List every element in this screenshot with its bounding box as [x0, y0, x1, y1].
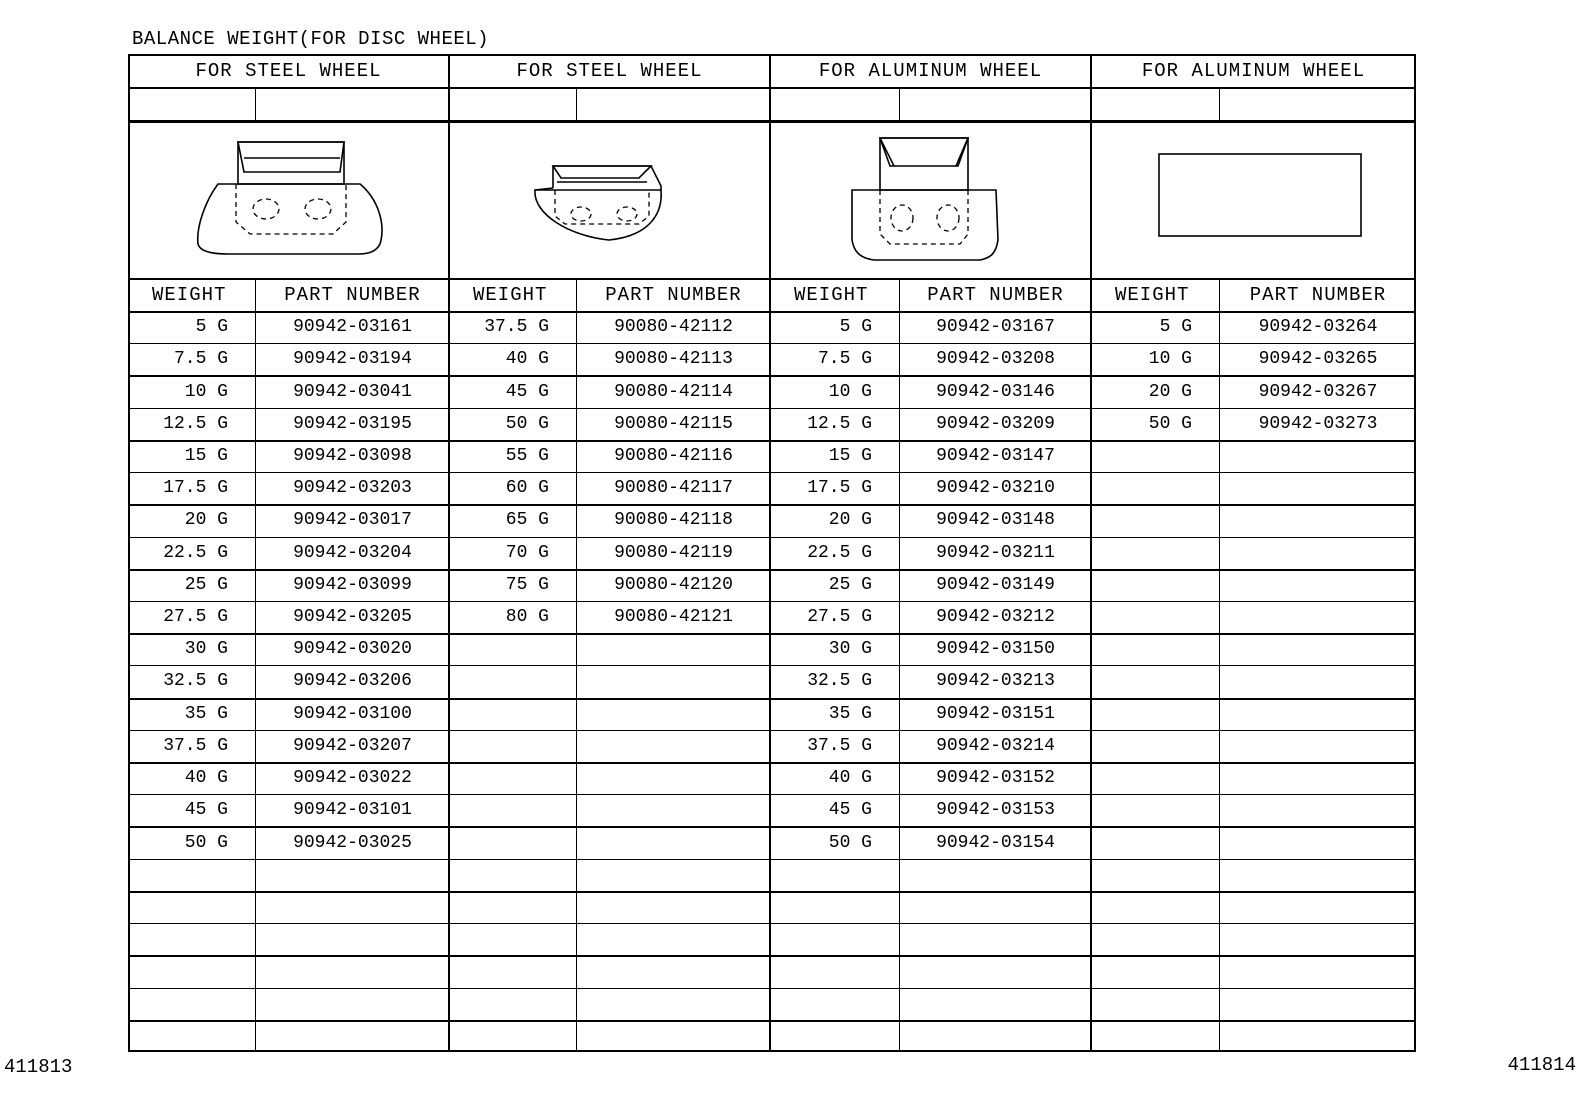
weight-cell: 80 G: [505, 607, 549, 628]
part-number-cell: 90942-03098: [293, 445, 412, 466]
weight-cell: 45 G: [184, 800, 228, 821]
part-number-cell: 90942-03273: [1258, 413, 1378, 434]
empty-row-divider: [1219, 87, 1220, 120]
part-number-cell: 90080-42121: [614, 607, 733, 628]
part-number-cell: 90942-03214: [936, 735, 1055, 756]
part-number-cell: 90942-03151: [936, 703, 1055, 724]
figure-number-left: 411813: [4, 1056, 73, 1078]
weight-cell: 55 G: [505, 445, 549, 466]
part-number-cell: 90942-03147: [936, 445, 1055, 466]
adhesive-weight-icon: [1091, 120, 1416, 278]
part-number-cell: 90942-03167: [936, 317, 1055, 338]
document-title: BALANCE WEIGHT(FOR DISC WHEEL): [132, 28, 490, 50]
weight-cell: 7.5 G: [173, 349, 228, 370]
weight-cell: 50 G: [505, 413, 549, 434]
weight-cell: 5 G: [839, 317, 872, 338]
figure-number-right: 411814: [1507, 1054, 1576, 1076]
row-rule: [128, 955, 1416, 957]
weight-cell: 50 G: [828, 832, 872, 853]
part-number-cell: 90942-03207: [293, 735, 412, 756]
part-number-column-header: PART NUMBER: [605, 283, 742, 306]
part-number-cell: 90942-03195: [293, 413, 412, 434]
part-number-cell: 90942-03212: [936, 607, 1055, 628]
steel-clip-weight-icon: [128, 120, 449, 278]
part-number-cell: 90942-03206: [293, 671, 412, 692]
row-rule: [128, 1020, 1416, 1022]
weight-cell: 32.5 G: [163, 671, 228, 692]
weight-cell: 30 G: [828, 639, 872, 660]
row-rule: [128, 988, 1416, 989]
part-number-column-header: PART NUMBER: [284, 283, 421, 306]
part-number-cell: 90942-03099: [293, 574, 412, 595]
weight-cell: 17.5 G: [163, 478, 228, 499]
header-rule: [128, 87, 1416, 89]
part-number-cell: 90942-03203: [293, 478, 412, 499]
part-number-cell: 90942-03265: [1258, 349, 1378, 370]
weight-cell: 37.5 G: [807, 735, 872, 756]
weight-column-header: WEIGHT: [152, 283, 227, 306]
weight-cell: 12.5 G: [163, 413, 228, 434]
weight-cell: 5 G: [1159, 317, 1192, 338]
part-number-cell: 90942-03208: [936, 349, 1055, 370]
part-number-cell: 90942-03194: [293, 349, 412, 370]
part-number-cell: 90942-03101: [293, 800, 412, 821]
weight-cell: 15 G: [184, 445, 228, 466]
part-number-cell: 90942-03153: [936, 800, 1055, 821]
row-rule: [128, 923, 1416, 924]
weight-cell: 35 G: [828, 703, 872, 724]
empty-row-divider: [899, 87, 900, 120]
part-number-cell: 90080-42115: [614, 413, 733, 434]
weight-cell: 5 G: [195, 317, 228, 338]
part-number-cell: 90942-03211: [936, 542, 1055, 563]
weight-cell: 37.5 G: [484, 317, 549, 338]
weight-cell: 20 G: [184, 510, 228, 531]
part-number-cell: 90942-03150: [936, 639, 1055, 660]
group-heading: FOR ALUMINUM WHEEL: [1141, 59, 1366, 82]
part-number-cell: 90942-03146: [936, 381, 1055, 402]
part-number-column-header: PART NUMBER: [927, 283, 1064, 306]
part-number-cell: 90942-03022: [293, 768, 412, 789]
weight-cell: 27.5 G: [807, 607, 872, 628]
part-number-cell: 90942-03267: [1258, 381, 1378, 402]
weight-cell: 22.5 G: [163, 542, 228, 563]
weight-cell: 45 G: [505, 381, 549, 402]
weight-cell: 30 G: [184, 639, 228, 660]
part-number-cell: 90942-03154: [936, 832, 1055, 853]
row-rule: [128, 891, 1416, 893]
weight-cell: 12.5 G: [807, 413, 872, 434]
weight-cell: 17.5 G: [807, 478, 872, 499]
part-number-cell: 90942-03025: [293, 832, 412, 853]
weight-column-header: WEIGHT: [1115, 283, 1190, 306]
weight-cell: 37.5 G: [163, 735, 228, 756]
weight-cell: 60 G: [505, 478, 549, 499]
part-number-cell: 90080-42113: [614, 349, 733, 370]
table-border-bottom: [128, 1050, 1416, 1052]
weight-cell: 35 G: [184, 703, 228, 724]
weight-cell: 65 G: [505, 510, 549, 531]
part-number-cell: 90942-03204: [293, 542, 412, 563]
weight-cell: 40 G: [505, 349, 549, 370]
part-number-cell: 90942-03020: [293, 639, 412, 660]
weight-cell: 50 G: [1148, 413, 1192, 434]
part-number-cell: 90080-42119: [614, 542, 733, 563]
weight-cell: 40 G: [828, 768, 872, 789]
part-number-cell: 90942-03152: [936, 768, 1055, 789]
part-number-cell: 90080-42114: [614, 381, 733, 402]
group-heading: FOR ALUMINUM WHEEL: [818, 59, 1043, 82]
weight-cell: 20 G: [828, 510, 872, 531]
part-number-cell: 90942-03148: [936, 510, 1055, 531]
part-number-cell: 90080-42112: [614, 317, 733, 338]
weight-cell: 7.5 G: [817, 349, 872, 370]
part-number-cell: 90080-42117: [614, 478, 733, 499]
part-number-column-header: PART NUMBER: [1249, 283, 1387, 306]
part-number-cell: 90942-03210: [936, 478, 1055, 499]
part-number-cell: 90942-03149: [936, 574, 1055, 595]
part-number-cell: 90942-03264: [1258, 317, 1378, 338]
part-number-cell: 90942-03209: [936, 413, 1055, 434]
part-number-cell: 90942-03100: [293, 703, 412, 724]
group-heading: FOR STEEL WHEEL: [516, 59, 703, 82]
empty-row-divider: [576, 87, 577, 120]
weight-cell: 32.5 G: [807, 671, 872, 692]
weight-cell: 10 G: [828, 381, 872, 402]
part-number-cell: 90942-03205: [293, 607, 412, 628]
aluminum-clip-weight-icon: [770, 120, 1091, 278]
part-number-cell: 90942-03017: [293, 510, 412, 531]
part-number-cell: 90080-42120: [614, 574, 733, 595]
part-number-cell: 90942-03161: [293, 317, 412, 338]
group-heading: FOR STEEL WHEEL: [195, 59, 382, 82]
weight-column-header: WEIGHT: [794, 283, 869, 306]
weight-cell: 40 G: [184, 768, 228, 789]
weight-column-header: WEIGHT: [473, 283, 548, 306]
part-number-cell: 90942-03213: [936, 671, 1055, 692]
weight-cell: 75 G: [505, 574, 549, 595]
part-number-cell: 90942-03041: [293, 381, 412, 402]
weight-cell: 10 G: [1148, 349, 1192, 370]
row-rule: [128, 859, 1416, 860]
part-number-cell: 90080-42116: [614, 445, 733, 466]
weight-cell: 27.5 G: [163, 607, 228, 628]
weight-cell: 45 G: [828, 800, 872, 821]
weight-cell: 70 G: [505, 542, 549, 563]
weight-cell: 20 G: [1148, 381, 1192, 402]
balance-weight-table: [128, 54, 1416, 1052]
weight-cell: 25 G: [828, 574, 872, 595]
weight-cell: 22.5 G: [807, 542, 872, 563]
weight-cell: 15 G: [828, 445, 872, 466]
part-number-cell: 90080-42118: [614, 510, 733, 531]
weight-cell: 25 G: [184, 574, 228, 595]
weight-cell: 50 G: [184, 832, 228, 853]
steel-clip-weight-large-icon: [449, 120, 770, 278]
weight-cell: 10 G: [184, 381, 228, 402]
empty-row-divider: [255, 87, 256, 120]
